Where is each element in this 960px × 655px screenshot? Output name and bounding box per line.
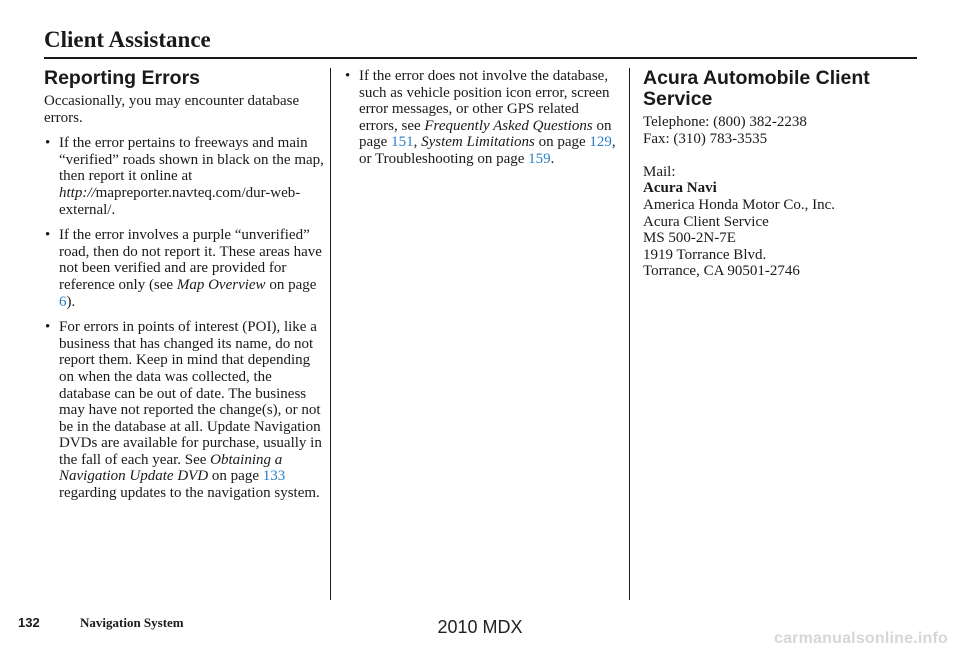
reporting-intro: Occasionally, you may encounter database errors. bbox=[44, 93, 300, 126]
model-label: 2010 MDX bbox=[437, 617, 523, 637]
reporting-bullets-continued bbox=[344, 68, 619, 168]
page-title: Client Assistance bbox=[44, 27, 211, 52]
telephone: Telephone: (800) 382-2238 bbox=[643, 114, 807, 130]
bullet-non-database-errors: • If the error does not involve the database, such as vehicle position icon error, screen error messages, or other GPS related errors, see Frequently Asked Questions on page 151, System Limitations on page 129, or Troubleshooting on page 159. bbox=[344, 68, 619, 168]
column-divider-2 bbox=[629, 68, 630, 600]
section-heading-client-service: Acura Automobile Client Service bbox=[643, 67, 870, 110]
footer-label: Navigation System bbox=[80, 615, 184, 630]
ref-update-dvd: Obtaining a Navigation Update DVD bbox=[59, 451, 283, 485]
reporting-bullets bbox=[44, 135, 324, 501]
title-divider bbox=[44, 57, 917, 59]
column-3 bbox=[643, 68, 913, 280]
mail-label: Mail: bbox=[643, 163, 676, 180]
bullet-freeways: • If the error pertains to freeways and main “verified” roads shown in black on the map, then report it online at http://mapreporter.navteq.com/dur-web-external/. bbox=[44, 135, 324, 218]
ref-system-limitations: System Limitations bbox=[421, 134, 535, 151]
section-heading-reporting-errors: Reporting Errors bbox=[44, 67, 201, 89]
ref-faq: Frequently Asked Questions bbox=[424, 117, 593, 134]
address-line: Torrance, CA 90501-2746 bbox=[643, 263, 800, 280]
page-link-159[interactable]: 159 bbox=[528, 150, 551, 167]
bullet-poi-errors: • For errors in points of interest (POI), like a business that has changed its name, do not report them. Keep in mind that depending on when the data was collected, the database can be out of date. The business may have not reported the change(s), or not be in the database at all. Update Navigation DVDs are available for purchase, usually in the fall of each year. See Obtaining a Navigation Update DVD on page 133 regarding updates to the navigation system. bbox=[44, 319, 324, 502]
address-line: America Honda Motor Co., Inc. bbox=[643, 196, 836, 213]
column-divider-1 bbox=[330, 68, 331, 600]
fax: Fax: (310) 783-3535 bbox=[643, 130, 768, 147]
column-2 bbox=[344, 68, 619, 168]
column-1 bbox=[44, 68, 324, 502]
page-link-133[interactable]: 133 bbox=[262, 468, 286, 485]
ref-map-overview: Map Overview bbox=[176, 276, 266, 293]
mail-recipient: Acura Navi bbox=[643, 180, 717, 197]
page-link-6[interactable]: 6 bbox=[59, 293, 67, 310]
mapreporter-url: mapreporter.navteq.com/dur-web-external/. bbox=[59, 184, 301, 218]
watermark: carmanualsonline.info bbox=[773, 630, 948, 647]
page-link-151[interactable]: 151 bbox=[391, 134, 414, 151]
address-line: MS 500-2N-7E bbox=[643, 230, 736, 247]
address-line: 1919 Torrance Blvd. bbox=[643, 246, 767, 263]
address-line: Acura Client Service bbox=[643, 213, 769, 230]
page-link-129[interactable]: 129 bbox=[589, 134, 612, 151]
bullet-unverified-road: • If the error involves a purple “unverified” road, then do not report it. These areas have not been verified and are provided for reference only (see Map Overview on page 6). bbox=[44, 227, 324, 310]
url-prefix: http:// bbox=[59, 184, 96, 201]
page-number: 132 bbox=[18, 615, 40, 630]
